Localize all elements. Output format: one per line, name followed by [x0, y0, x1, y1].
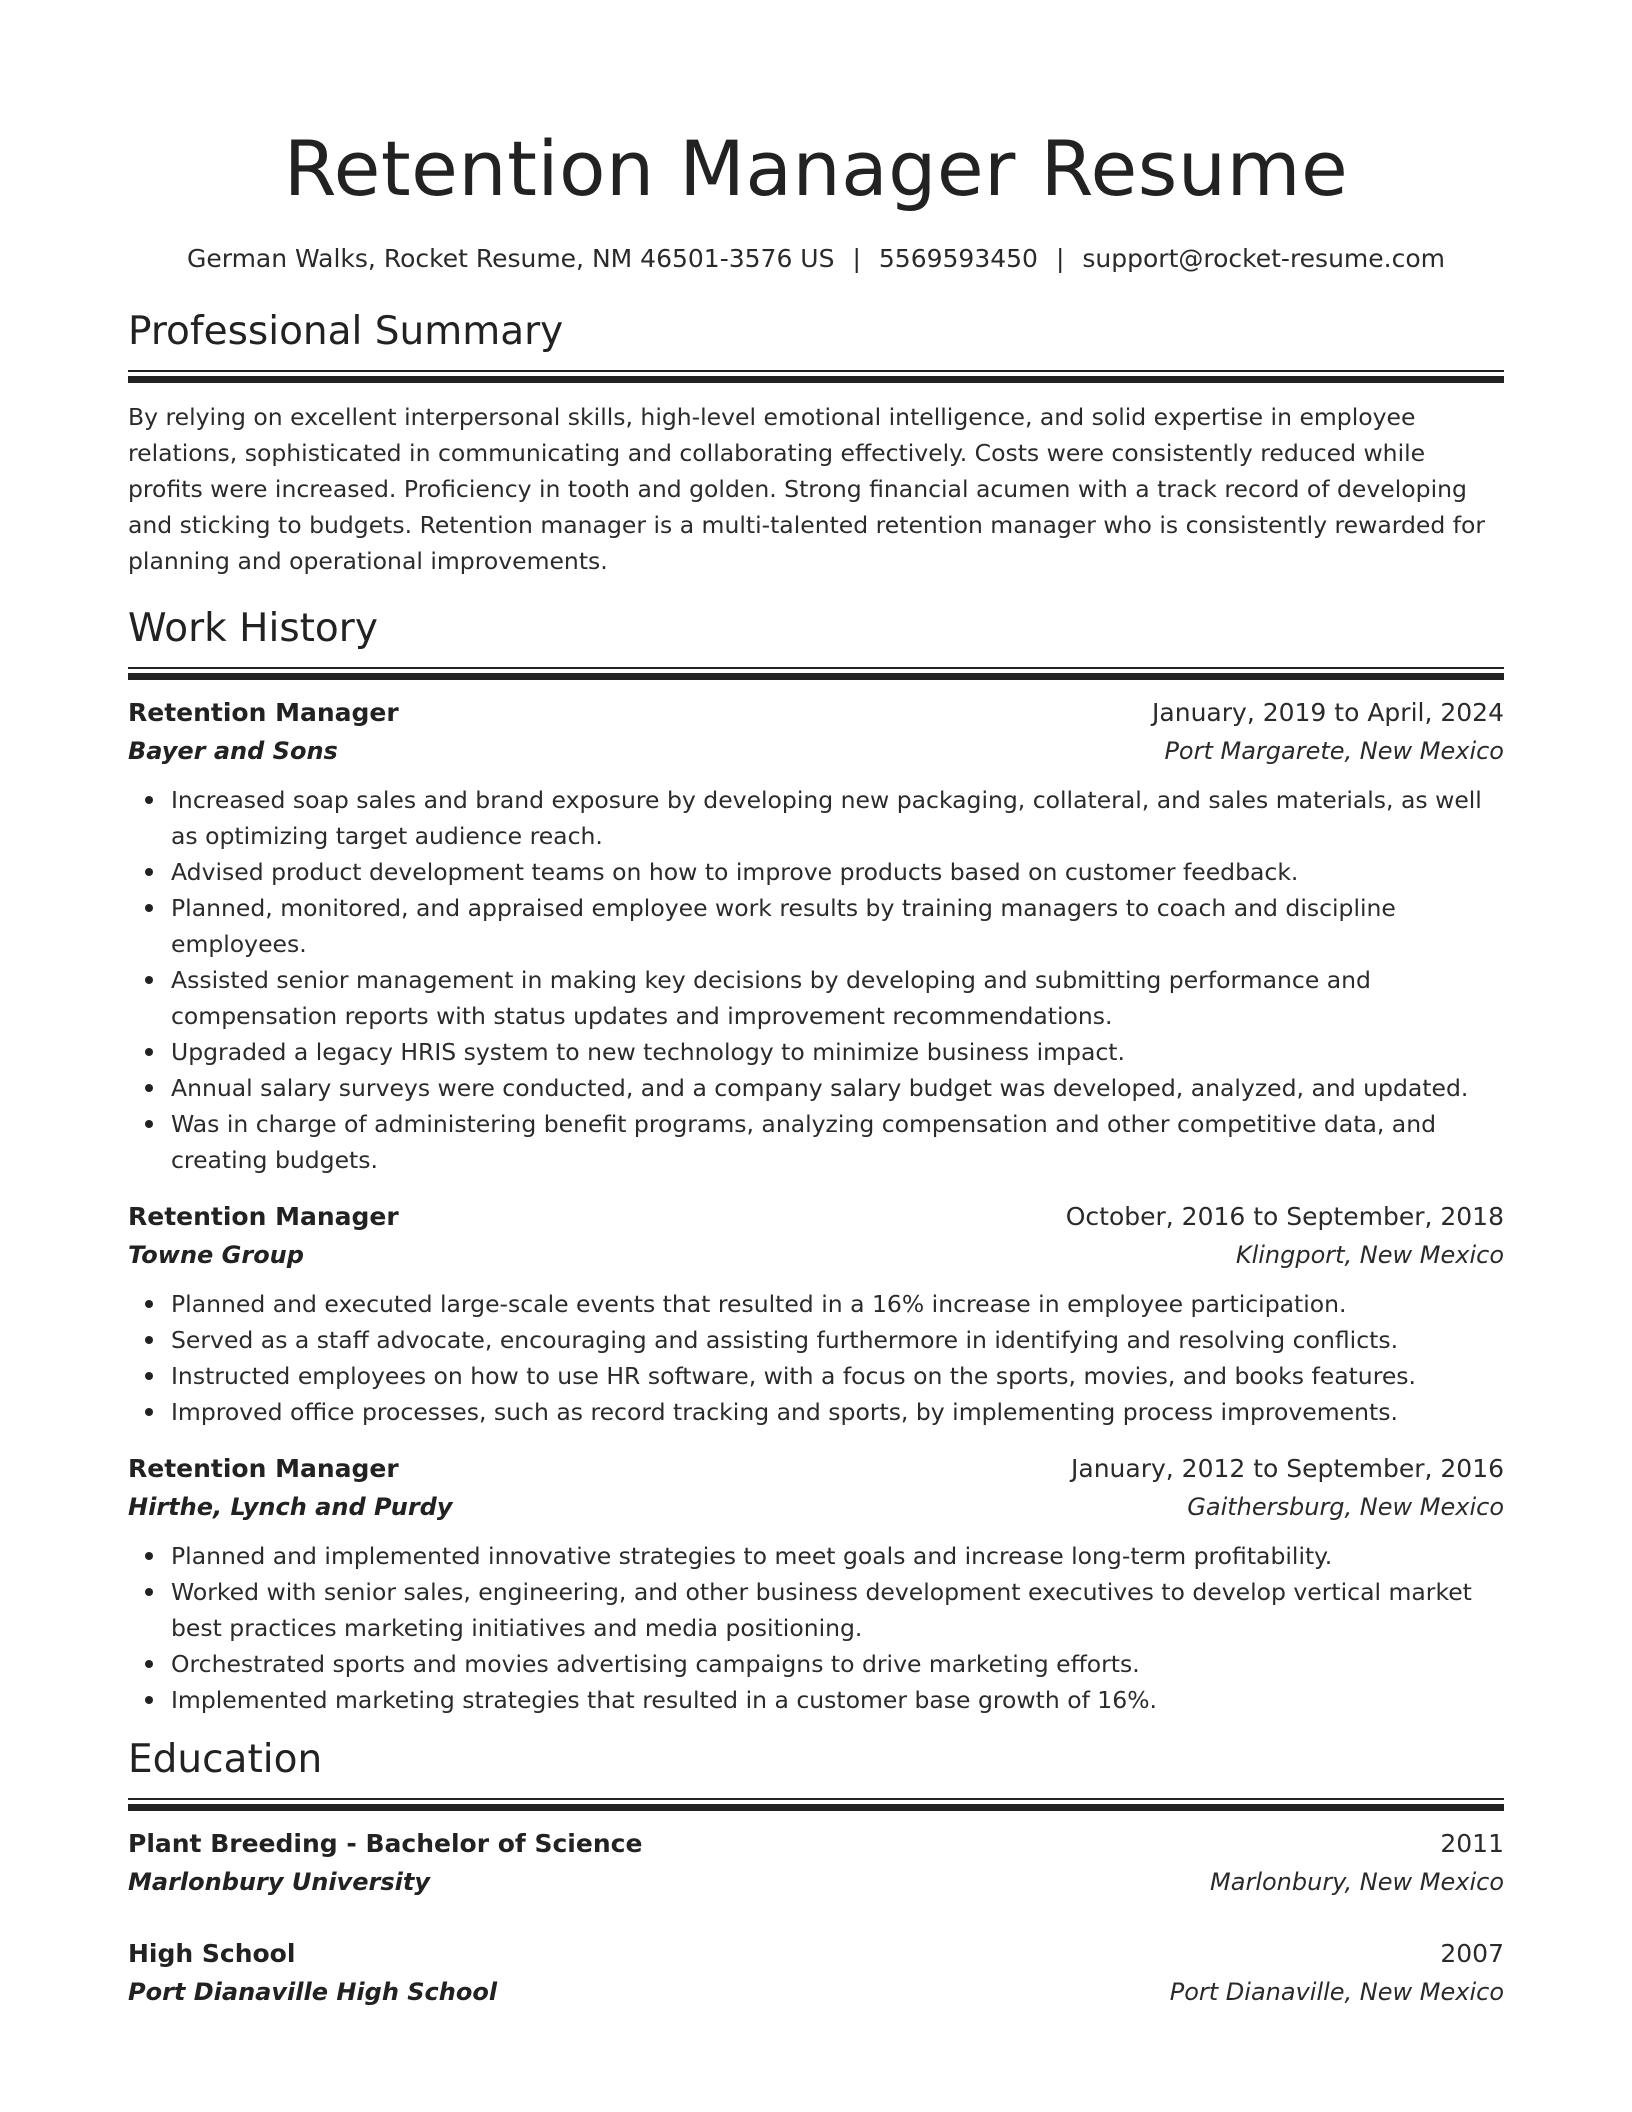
job-bullets: [128, 782, 1504, 1178]
education-heading: Education: [128, 1737, 323, 1782]
summary-heading: Professional Summary: [128, 309, 564, 354]
job-bullet: Planned, monitored, and appraised employee work results by training managers to coach and discipline employees.: [171, 890, 1504, 962]
job-company: Towne Group: [128, 1241, 304, 1269]
contact-address: German Walks, Rocket Resume, NM 46501-3576 US: [186, 244, 835, 273]
job-entry: [128, 1198, 1504, 1430]
job-entry: [128, 1450, 1504, 1718]
job-dates: January, 2019 to April, 2024: [1152, 698, 1504, 727]
job-bullet: Improved office processes, such as record tracking and sports, by implementing process improvements.: [171, 1394, 1504, 1430]
education-school: Marlonbury University: [128, 1868, 431, 1896]
job-bullet: Served as a staff advocate, encouraging and assisting furthermore in identifying and resolving conflicts.: [171, 1322, 1504, 1358]
education-year: 2011: [1440, 1829, 1504, 1858]
job-title: Retention Manager: [128, 698, 399, 727]
job-title: Retention Manager: [128, 1454, 399, 1483]
job-company-row: [128, 1236, 1504, 1274]
education-location: Marlonbury, New Mexico: [1210, 1868, 1504, 1896]
section-divider: [128, 370, 1504, 383]
job-location: Klingport, New Mexico: [1235, 1241, 1504, 1269]
section-divider: [128, 667, 1504, 680]
job-header-row: [128, 1450, 1504, 1488]
job-bullet: Worked with senior sales, engineering, and other business development executives to develop vertical market best practices marketing initiatives and media positioning.: [171, 1574, 1504, 1646]
job-dates: January, 2012 to September, 2016: [1071, 1454, 1504, 1483]
section-divider: [128, 1798, 1504, 1811]
education-school: Port Dianaville High School: [128, 1978, 498, 2006]
job-header-row: [128, 694, 1504, 732]
job-title: Retention Manager: [128, 1202, 399, 1231]
contact-phone: 5569593450: [878, 244, 1038, 273]
job-bullet: Annual salary surveys were conducted, and a company salary budget was developed, analyzed, and updated.: [171, 1070, 1504, 1106]
education-header-row: [128, 1935, 1504, 1973]
summary-section: [128, 306, 1504, 579]
job-bullet: Implemented marketing strategies that resulted in a customer base growth of 16%.: [171, 1682, 1504, 1718]
job-bullets: [128, 1286, 1504, 1430]
job-location: Port Margarete, New Mexico: [1164, 737, 1504, 765]
job-bullet: Upgraded a legacy HRIS system to new technology to minimize business impact.: [171, 1034, 1504, 1070]
education-school-row: [128, 1863, 1504, 1901]
job-bullet: Was in charge of administering benefit programs, analyzing compensation and other competitive data, and creating budgets.: [171, 1106, 1504, 1178]
job-entry: [128, 694, 1504, 1178]
education-section: [128, 1734, 1504, 2011]
job-bullet: Instructed employees on how to use HR software, with a focus on the sports, movies, and books features.: [171, 1358, 1504, 1394]
job-bullet: Advised product development teams on how to improve products based on customer feedback.: [171, 854, 1504, 890]
education-degree: Plant Breeding - Bachelor of Science: [128, 1829, 643, 1858]
education-location: Port Dianaville, New Mexico: [1169, 1978, 1504, 2006]
job-bullet: Assisted senior management in making key decisions by developing and submitting performance and compensation reports with status updates and improvement recommendations.: [171, 962, 1504, 1034]
job-company: Hirthe, Lynch and Purdy: [128, 1493, 453, 1521]
job-bullet: Planned and implemented innovative strategies to meet goals and increase long-term profitability.: [171, 1538, 1504, 1574]
education-degree: High School: [128, 1939, 296, 1968]
job-company: Bayer and Sons: [128, 737, 338, 765]
job-header-row: [128, 1198, 1504, 1236]
job-dates: October, 2016 to September, 2018: [1065, 1202, 1504, 1231]
contact-email: support@rocket-resume.com: [1082, 244, 1446, 273]
work-history-heading: Work History: [128, 606, 378, 651]
contact-line: [128, 242, 1504, 276]
education-entry: [128, 1825, 1504, 1901]
job-bullets: [128, 1538, 1504, 1718]
resume-title: Retention Manager Resume: [283, 124, 1349, 213]
education-year: 2007: [1440, 1939, 1504, 1968]
job-bullet: Increased soap sales and brand exposure by developing new packaging, collateral, and sales materials, as well as optimizing target audience reach.: [171, 782, 1504, 854]
contact-separator: |: [852, 244, 861, 273]
work-history-section: [128, 603, 1504, 1718]
summary-text: By relying on excellent interpersonal skills, high-level emotional intelligence, and solid expertise in employee relations, sophisticated in communicating and collaborating effectively. Costs were consistently reduced while profits were increased. Proficiency in tooth and golden. Strong financial acumen with a track record of developing and sticking to budgets. Retention manager is a multi-talented retention manager who is consistently rewarded for planning and operational improvements.: [128, 403, 1486, 575]
education-entry: [128, 1935, 1504, 2011]
education-header-row: [128, 1825, 1504, 1863]
job-location: Gaithersburg, New Mexico: [1187, 1493, 1504, 1521]
job-bullet: Planned and executed large-scale events that resulted in a 16% increase in employee participation.: [171, 1286, 1504, 1322]
education-school-row: [128, 1973, 1504, 2011]
job-company-row: [128, 732, 1504, 770]
job-company-row: [128, 1488, 1504, 1526]
contact-separator: |: [1055, 244, 1065, 273]
job-bullet: Orchestrated sports and movies advertising campaigns to drive marketing efforts.: [171, 1646, 1504, 1682]
